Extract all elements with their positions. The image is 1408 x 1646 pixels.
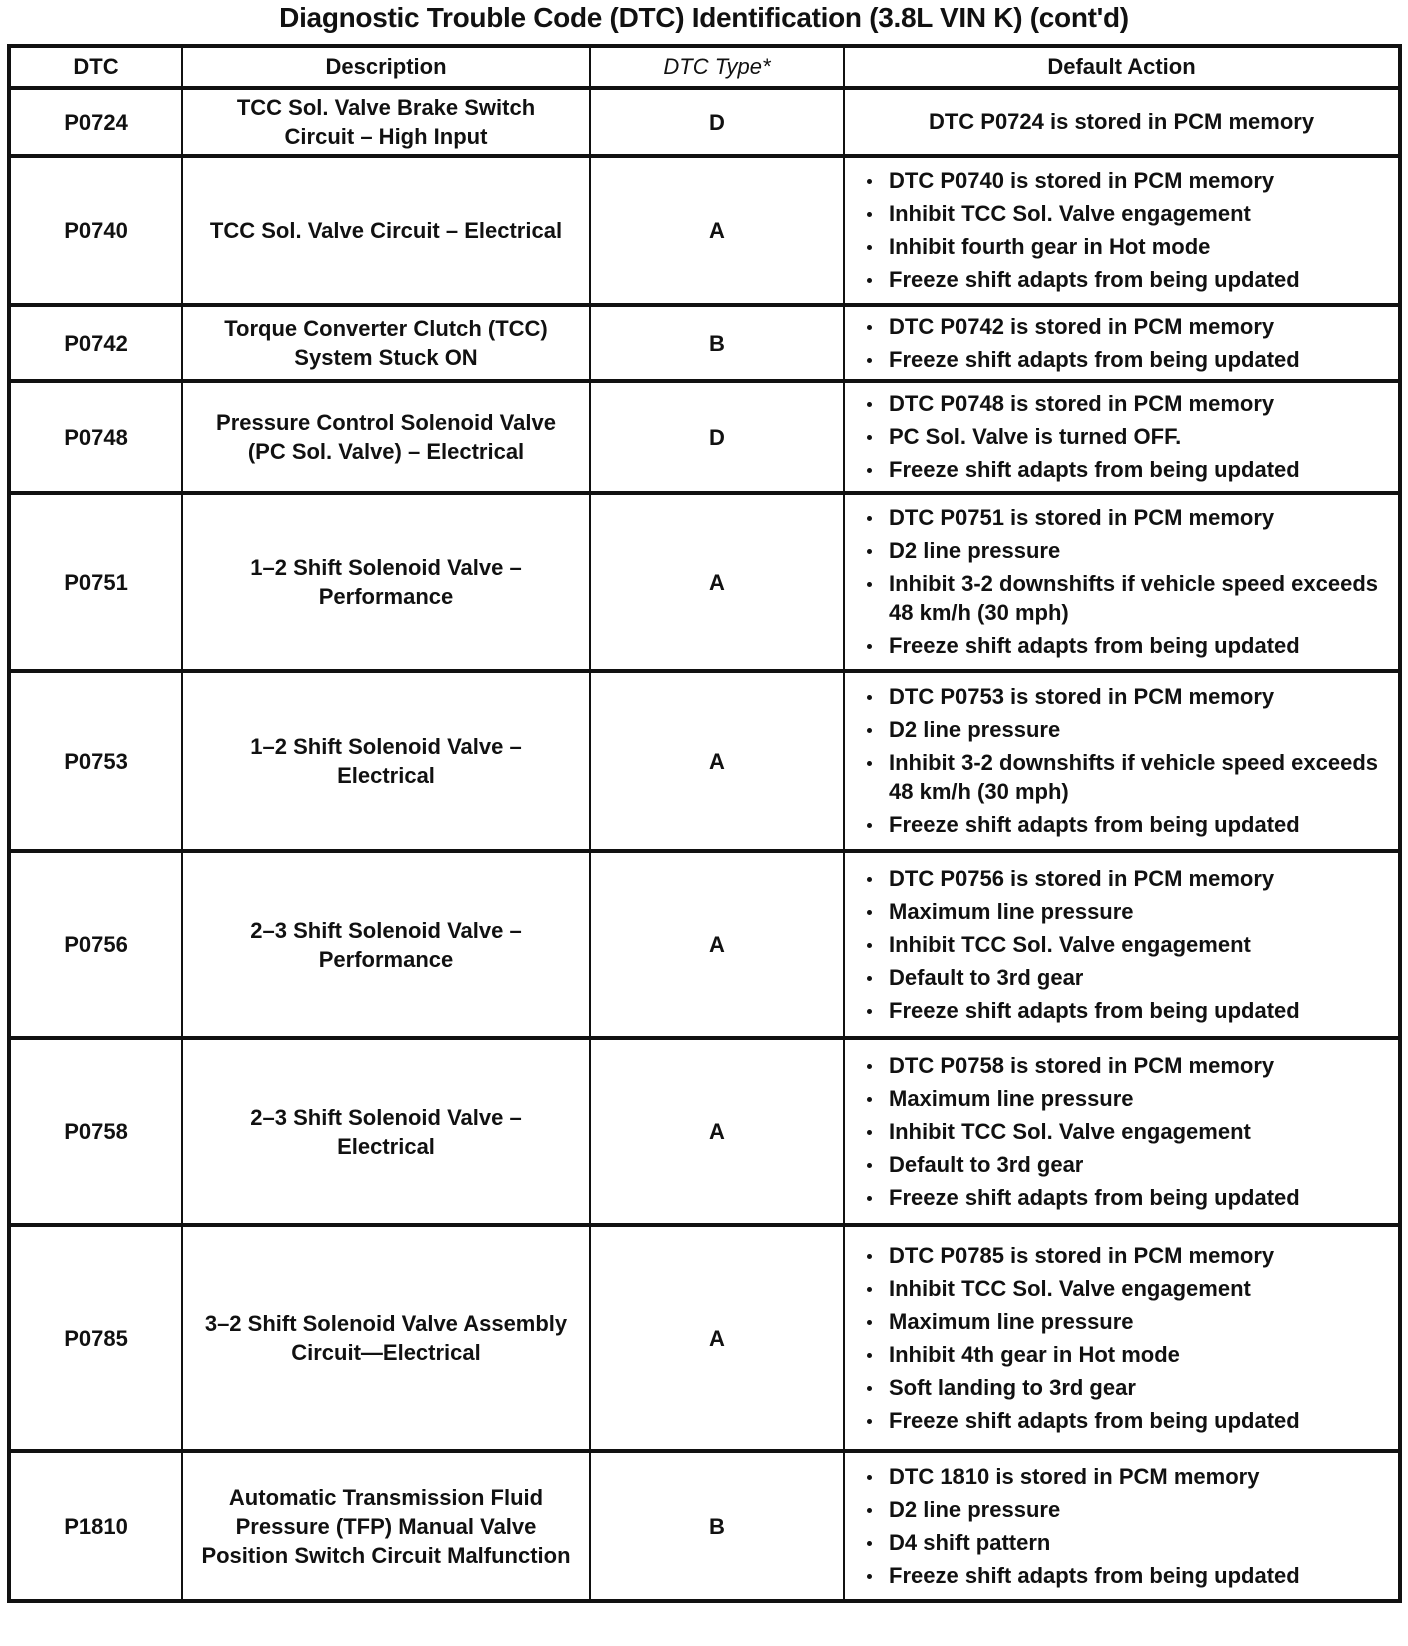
- default-action-cell: [844, 381, 1400, 493]
- description-line: Circuit—Electrical: [291, 1340, 481, 1365]
- description-line: 3–2 Shift Solenoid Valve Assembly: [204, 1311, 568, 1336]
- action-item: DTC P0742 is stored in PCM memory: [889, 312, 1390, 341]
- header-description: Description: [182, 46, 590, 88]
- description-line: Automatic Transmission Fluid: [228, 1484, 544, 1510]
- action-item: DTC 1810 is stored in PCM memory: [889, 1462, 1390, 1491]
- action-item: Maximum line pressure: [889, 1307, 1390, 1336]
- description-cell: [182, 1038, 590, 1225]
- description-cell: [182, 305, 590, 381]
- table-row: [9, 1038, 1400, 1225]
- description-cell: [182, 851, 590, 1038]
- description-cell: [182, 381, 590, 493]
- description-cell: [182, 156, 590, 305]
- dtc-code: P0748: [9, 381, 182, 493]
- default-action-cell: [844, 493, 1400, 671]
- action-item: Freeze shift adapts from being updated: [889, 1183, 1390, 1212]
- description-line: TCC Sol. Valve Circuit – Electrical: [209, 218, 563, 243]
- dtc-code: P0756: [9, 851, 182, 1038]
- action-item: Freeze shift adapts from being updated: [889, 631, 1390, 660]
- action-item: Freeze shift adapts from being updated: [889, 345, 1390, 374]
- default-action-cell: [844, 671, 1400, 851]
- description-line: Performance: [318, 946, 454, 972]
- table-row: [9, 851, 1400, 1038]
- action-item: DTC P0758 is stored in PCM memory: [889, 1051, 1390, 1080]
- action-item: Default to 3rd gear: [889, 963, 1390, 992]
- default-action-cell: [844, 1225, 1400, 1451]
- dtc-code: P1810: [9, 1451, 182, 1601]
- action-item: D4 shift pattern: [889, 1528, 1390, 1557]
- action-item: Inhibit 3-2 downshifts if vehicle speed exceeds 48 km/h (30 mph): [889, 569, 1390, 627]
- table-row: [9, 1225, 1400, 1451]
- description-cell: [182, 88, 590, 156]
- action-item: DTC P0753 is stored in PCM memory: [889, 682, 1390, 711]
- description-line: (PC Sol. Valve) – Electrical: [247, 439, 525, 464]
- table-row: [9, 156, 1400, 305]
- description-line: Electrical: [337, 763, 435, 788]
- dtc-code: P0753: [9, 671, 182, 851]
- dtc-type: A: [590, 1038, 844, 1225]
- action-list: [853, 864, 1390, 1025]
- action-item: DTC P0756 is stored in PCM memory: [889, 864, 1390, 893]
- action-item: Inhibit 3-2 downshifts if vehicle speed exceeds 48 km/h (30 mph): [889, 748, 1390, 806]
- action-item: Freeze shift adapts from being updated: [889, 455, 1390, 484]
- dtc-type: B: [590, 1451, 844, 1601]
- dtc-code: P0758: [9, 1038, 182, 1225]
- action-item: Soft landing to 3rd gear: [889, 1373, 1390, 1402]
- action-text: DTC P0724 is stored in PCM memory: [928, 109, 1315, 134]
- table-row: [9, 305, 1400, 381]
- table-header-row: [9, 46, 1400, 88]
- description-line: Electrical: [337, 1133, 435, 1159]
- default-action-cell: [844, 88, 1400, 156]
- description-line: TCC Sol. Valve Brake Switch: [236, 95, 536, 120]
- action-item: Inhibit fourth gear in Hot mode: [889, 232, 1390, 261]
- action-item: Maximum line pressure: [889, 1084, 1390, 1113]
- description-line: Pressure (TFP) Manual Valve: [235, 1513, 537, 1539]
- action-item: Inhibit 4th gear in Hot mode: [889, 1340, 1390, 1369]
- action-list: [853, 166, 1390, 294]
- dtc-type: A: [590, 851, 844, 1038]
- action-item: Freeze shift adapts from being updated: [889, 996, 1390, 1025]
- default-action-cell: [844, 1038, 1400, 1225]
- action-item: PC Sol. Valve is turned OFF.: [889, 422, 1390, 451]
- action-item: Inhibit TCC Sol. Valve engagement: [889, 1117, 1390, 1146]
- description-cell: [182, 493, 590, 671]
- action-list: [853, 1462, 1390, 1590]
- action-list: [853, 312, 1390, 374]
- dtc-type: D: [590, 381, 844, 493]
- dtc-type: A: [590, 1225, 844, 1451]
- description-line: 1–2 Shift Solenoid Valve –: [250, 734, 522, 759]
- dtc-type: A: [590, 671, 844, 851]
- action-item: D2 line pressure: [889, 715, 1390, 744]
- page-title: Diagnostic Trouble Code (DTC) Identification (3.8L VIN K) (cont'd): [279, 2, 1129, 33]
- action-item: D2 line pressure: [889, 536, 1390, 565]
- description-cell: [182, 671, 590, 851]
- action-list: [853, 682, 1390, 839]
- description-line: Performance: [318, 584, 454, 609]
- description-cell: [182, 1225, 590, 1451]
- action-item: Inhibit TCC Sol. Valve engagement: [889, 930, 1390, 959]
- table-row: [9, 381, 1400, 493]
- dtc-code: P0742: [9, 305, 182, 381]
- table-row: [9, 1451, 1400, 1601]
- default-action-cell: [844, 1451, 1400, 1601]
- action-item: Inhibit TCC Sol. Valve engagement: [889, 1274, 1390, 1303]
- action-list: [853, 389, 1390, 484]
- action-item: DTC P0785 is stored in PCM memory: [889, 1241, 1390, 1270]
- description-line: 2–3 Shift Solenoid Valve –: [250, 917, 522, 943]
- action-item: Freeze shift adapts from being updated: [889, 265, 1390, 294]
- dtc-type: D: [590, 88, 844, 156]
- action-item: DTC P0751 is stored in PCM memory: [889, 503, 1390, 532]
- dtc-code: P0785: [9, 1225, 182, 1451]
- description-line: Circuit – High Input: [284, 124, 488, 149]
- action-list: [853, 1241, 1390, 1435]
- description-line: Position Switch Circuit Malfunction: [201, 1542, 571, 1568]
- dtc-code: P0724: [9, 88, 182, 156]
- dtc-type: A: [590, 493, 844, 671]
- default-action-cell: [844, 305, 1400, 381]
- action-item: Freeze shift adapts from being updated: [889, 1406, 1390, 1435]
- description-line: Torque Converter Clutch (TCC): [224, 316, 548, 341]
- description-line: 1–2 Shift Solenoid Valve –: [250, 555, 522, 580]
- action-item: Maximum line pressure: [889, 897, 1390, 926]
- header-default-action: Default Action: [844, 46, 1400, 88]
- action-list: [853, 503, 1390, 660]
- dtc-table: [7, 44, 1402, 1603]
- dtc-type: A: [590, 156, 844, 305]
- action-item: DTC P0748 is stored in PCM memory: [889, 389, 1390, 418]
- dtc-code: P0751: [9, 493, 182, 671]
- default-action-cell: [844, 156, 1400, 305]
- dtc-code: P0740: [9, 156, 182, 305]
- description-cell: [182, 1451, 590, 1601]
- header-dtc-type: DTC Type*: [590, 46, 844, 88]
- table-row: [9, 88, 1400, 156]
- action-list: [853, 1051, 1390, 1212]
- table-row: [9, 671, 1400, 851]
- action-item: Inhibit TCC Sol. Valve engagement: [889, 199, 1390, 228]
- action-item: Default to 3rd gear: [889, 1150, 1390, 1179]
- header-dtc: DTC: [9, 46, 182, 88]
- action-item: D2 line pressure: [889, 1495, 1390, 1524]
- dtc-type: B: [590, 305, 844, 381]
- description-line: Pressure Control Solenoid Valve: [216, 410, 556, 435]
- default-action-cell: [844, 851, 1400, 1038]
- description-line: System Stuck ON: [294, 345, 478, 370]
- action-item: DTC P0740 is stored in PCM memory: [889, 166, 1390, 195]
- action-item: Freeze shift adapts from being updated: [889, 1561, 1390, 1590]
- action-item: Freeze shift adapts from being updated: [889, 810, 1390, 839]
- table-row: [9, 493, 1400, 671]
- description-line: 2–3 Shift Solenoid Valve –: [250, 1104, 522, 1130]
